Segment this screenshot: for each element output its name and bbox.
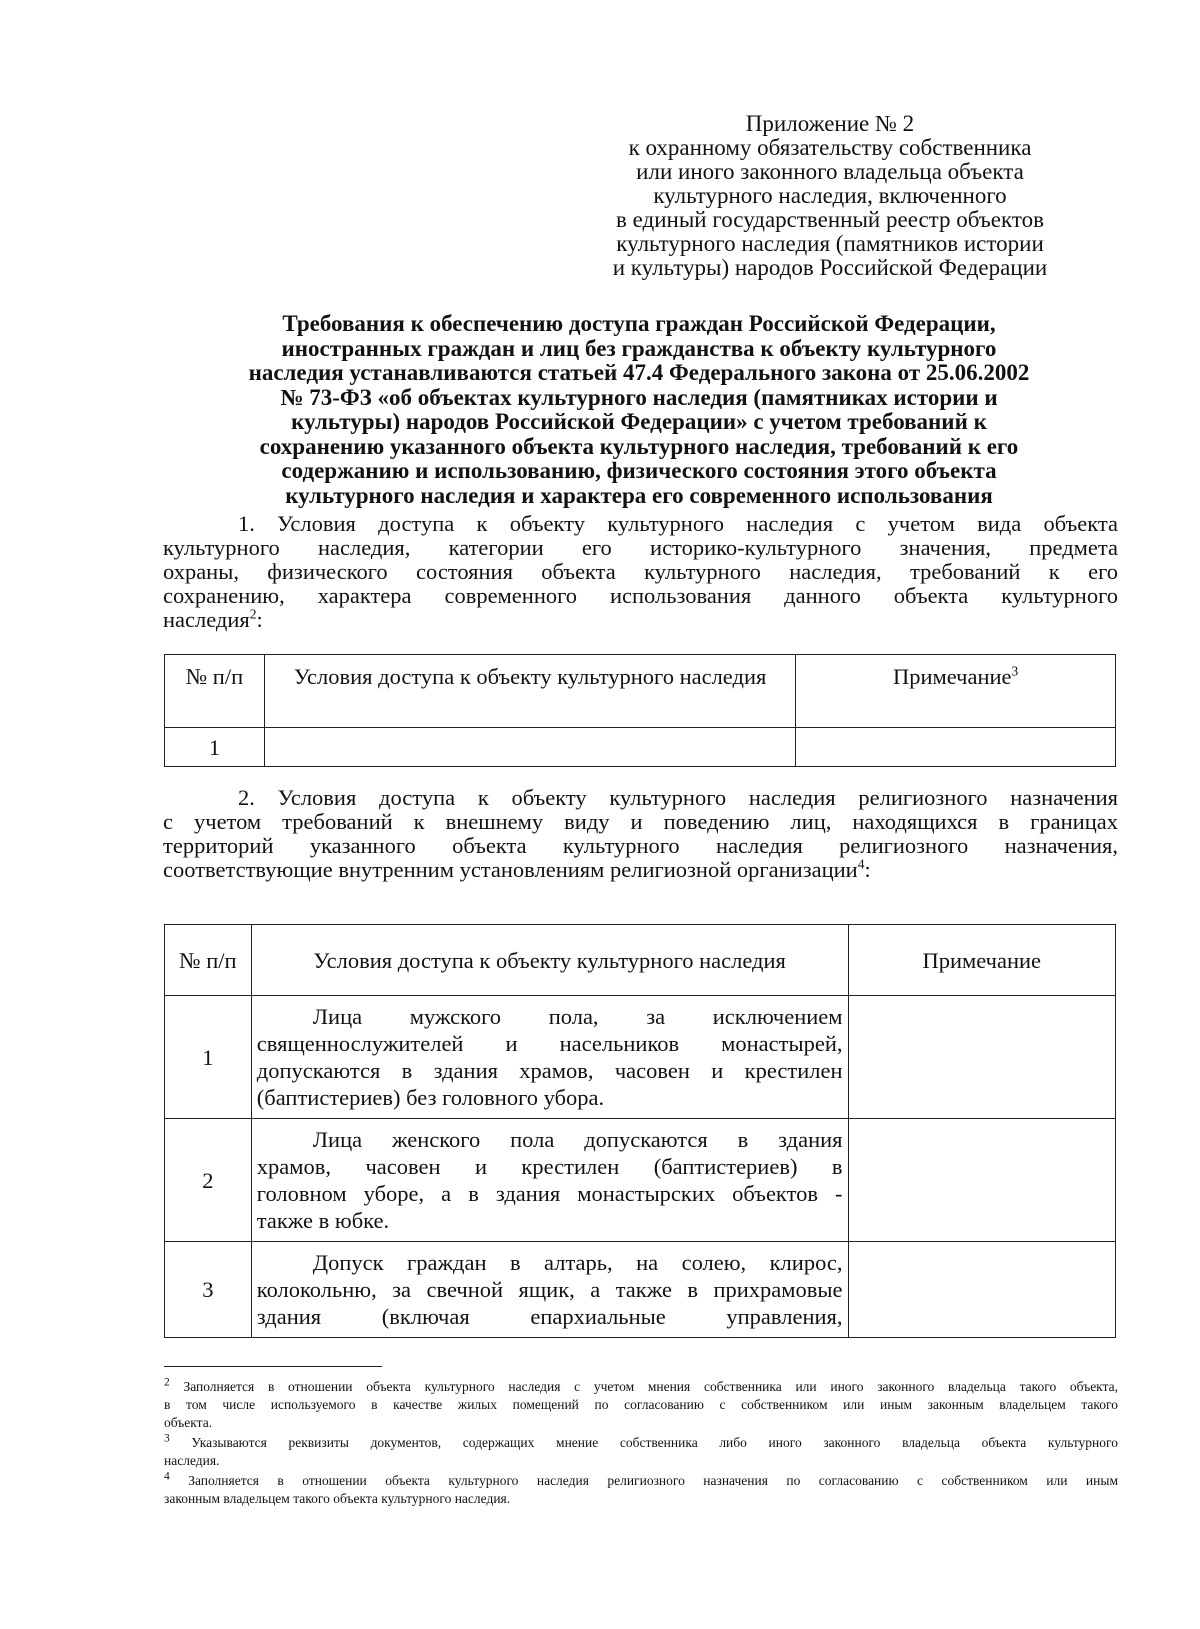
column-header-note: Примечание	[848, 925, 1115, 996]
column-header-number: № п/п	[165, 925, 252, 996]
cell-line: допускаются в здания храмов, часовен и крестилен	[256, 1058, 843, 1083]
section-1-tail: :	[256, 607, 263, 632]
cell-line: также в юбке.	[256, 1208, 390, 1233]
footnote-line: законным владельцем такого объекта культурного наследия.	[164, 1491, 511, 1506]
cell-line: (баптистериев) без головного убора.	[256, 1085, 605, 1110]
cell-line: храмов, часовен и крестилен (баптистериев) в	[256, 1154, 843, 1179]
section-1-line: сохранению, характера современного использования данного объекта культурного	[163, 583, 1118, 608]
footnote-ref-2[interactable]: 2	[249, 606, 257, 622]
access-conditions-table	[164, 654, 1116, 767]
column-header-note	[796, 655, 1116, 728]
row-number: 1	[165, 728, 265, 767]
cell-line: здания (включая епархиальные управления,	[256, 1304, 843, 1329]
table-row	[165, 1119, 1116, 1242]
cell-line: священнослужителей и насельников монастырей,	[256, 1031, 843, 1056]
note-header-text: Примечание	[892, 664, 1012, 689]
table-header-row	[165, 925, 1116, 996]
appendix-line: к охранному обязательству собственника	[628, 135, 1032, 160]
footnote-3	[164, 1434, 1118, 1470]
title-line: наследия устанавливаются статьей 47.4 Федерального закона от 25.06.2002	[248, 360, 1030, 385]
section-1-line: охраны, физического состояния объекта культурного наследия, требований к его	[163, 559, 1118, 584]
document-title	[162, 312, 1116, 508]
footnote-line: наследия.	[164, 1453, 220, 1468]
footnote-2	[164, 1378, 1118, 1432]
title-line: содержанию и использованию, физического состояния этого объекта	[281, 458, 997, 483]
row-conditions	[251, 1119, 848, 1242]
footnote-separator	[164, 1366, 382, 1367]
section-2-line: 2. Условия доступа к объекту культурного наследия религиозного назначения	[238, 785, 1118, 810]
title-line: Требования к обеспечению доступа граждан Российской Федерации,	[282, 311, 996, 336]
footnote-text: Указываются реквизиты документов, содержащих мнение собственника либо иного законного владельца объекта культурного	[191, 1435, 1118, 1450]
row-conditions	[251, 996, 848, 1119]
section-1-line-last	[163, 608, 1118, 632]
cell-line: Лица мужского пола, за исключением	[312, 1004, 843, 1029]
footnote-line	[164, 1378, 1118, 1396]
footnote-number: 2	[164, 1376, 170, 1389]
row-conditions	[264, 728, 795, 767]
appendix-heading	[560, 112, 1100, 280]
table-row	[165, 996, 1116, 1119]
column-header-conditions: Условия доступа к объекту культурного наследия	[264, 655, 795, 728]
table-header-row	[165, 655, 1116, 728]
section-1-paragraph	[163, 512, 1118, 632]
row-number: 3	[165, 1242, 252, 1338]
cell-line: Допуск граждан в алтарь, на солею, клирос,	[312, 1250, 843, 1275]
footnote-number: 3	[164, 1432, 170, 1445]
section-2-tail: :	[864, 857, 871, 882]
section-2-line-last	[163, 858, 1118, 882]
row-conditions	[251, 1242, 848, 1338]
appendix-line: Приложение № 2	[745, 111, 915, 136]
section-2-paragraph	[163, 786, 1118, 882]
footnote-text: Заполняется в отношении объекта культурного наследия религиозного назначения по согласованию с собственником или иным	[188, 1473, 1118, 1488]
row-note	[848, 1119, 1115, 1242]
table-row	[165, 728, 1116, 767]
footnote-line: объекта.	[164, 1415, 213, 1430]
footnotes	[164, 1378, 1118, 1510]
footnote-ref-3[interactable]: 3	[1011, 663, 1019, 679]
section-2-line: территорий указанного объекта культурного наследия религиозного назначения,	[163, 833, 1118, 858]
title-line: № 73-ФЗ «об объектах культурного наследия (памятниках истории и	[280, 384, 998, 410]
appendix-line: или иного законного владельца объекта	[636, 159, 1024, 184]
title-line: сохранению указанного объекта культурного наследия, требований к его	[259, 433, 1019, 459]
appendix-line: в единый государственный реестр объектов	[616, 207, 1044, 232]
footnote-line	[164, 1434, 1118, 1452]
section-1-line: 1. Условия доступа к объекту культурного наследия с учетом вида объекта	[238, 511, 1118, 536]
religious-access-table	[164, 924, 1116, 1338]
section-1-last-text: наследия	[163, 607, 250, 632]
cell-line: головном уборе, а в здания монастырских объектов -	[256, 1181, 843, 1206]
title-line: культуры) народов Российской Федерации» с учетом требований к	[291, 409, 987, 434]
cell-line: Лица женского пола допускаются в здания	[312, 1127, 843, 1152]
section-2-last-text: соответствующие внутренним установлениям религиозной организации	[163, 857, 858, 882]
footnote-line: в том числе используемого в качестве жилых помещений по согласованию с собственником или иным законным владельцем такого	[164, 1397, 1118, 1412]
section-2-line: с учетом требований к внешнему виду и поведению лиц, находящихся в границах	[163, 809, 1118, 834]
row-number: 1	[165, 996, 252, 1119]
footnote-number: 4	[164, 1470, 170, 1483]
section-1-line: культурного наследия, категории его историко-культурного значения, предмета	[163, 535, 1118, 560]
title-line: культурного наследия и характера его современного использования	[285, 482, 993, 508]
footnote-4	[164, 1472, 1118, 1508]
appendix-line: культурного наследия (памятников истории	[616, 231, 1044, 256]
row-note	[848, 996, 1115, 1119]
footnote-ref-4[interactable]: 4	[857, 856, 865, 872]
appendix-line: и культуры) народов Российской Федерации	[612, 255, 1048, 280]
cell-line: колокольню, за свечной ящик, а также в прихрамовые	[256, 1277, 843, 1302]
footnote-line	[164, 1472, 1118, 1490]
column-header-conditions: Условия доступа к объекту культурного наследия	[251, 925, 848, 996]
row-note	[848, 1242, 1115, 1338]
row-number: 2	[165, 1119, 252, 1242]
column-header-number: № п/п	[165, 655, 265, 728]
table-row	[165, 1242, 1116, 1338]
footnote-text: Заполняется в отношении объекта культурного наследия с учетом мнения собственника или иного законного владельца такого объекта,	[183, 1379, 1118, 1394]
appendix-line: культурного наследия, включенного	[653, 183, 1007, 208]
title-line: иностранных граждан и лиц без гражданства к объекту культурного	[281, 335, 997, 361]
row-note	[796, 728, 1116, 767]
